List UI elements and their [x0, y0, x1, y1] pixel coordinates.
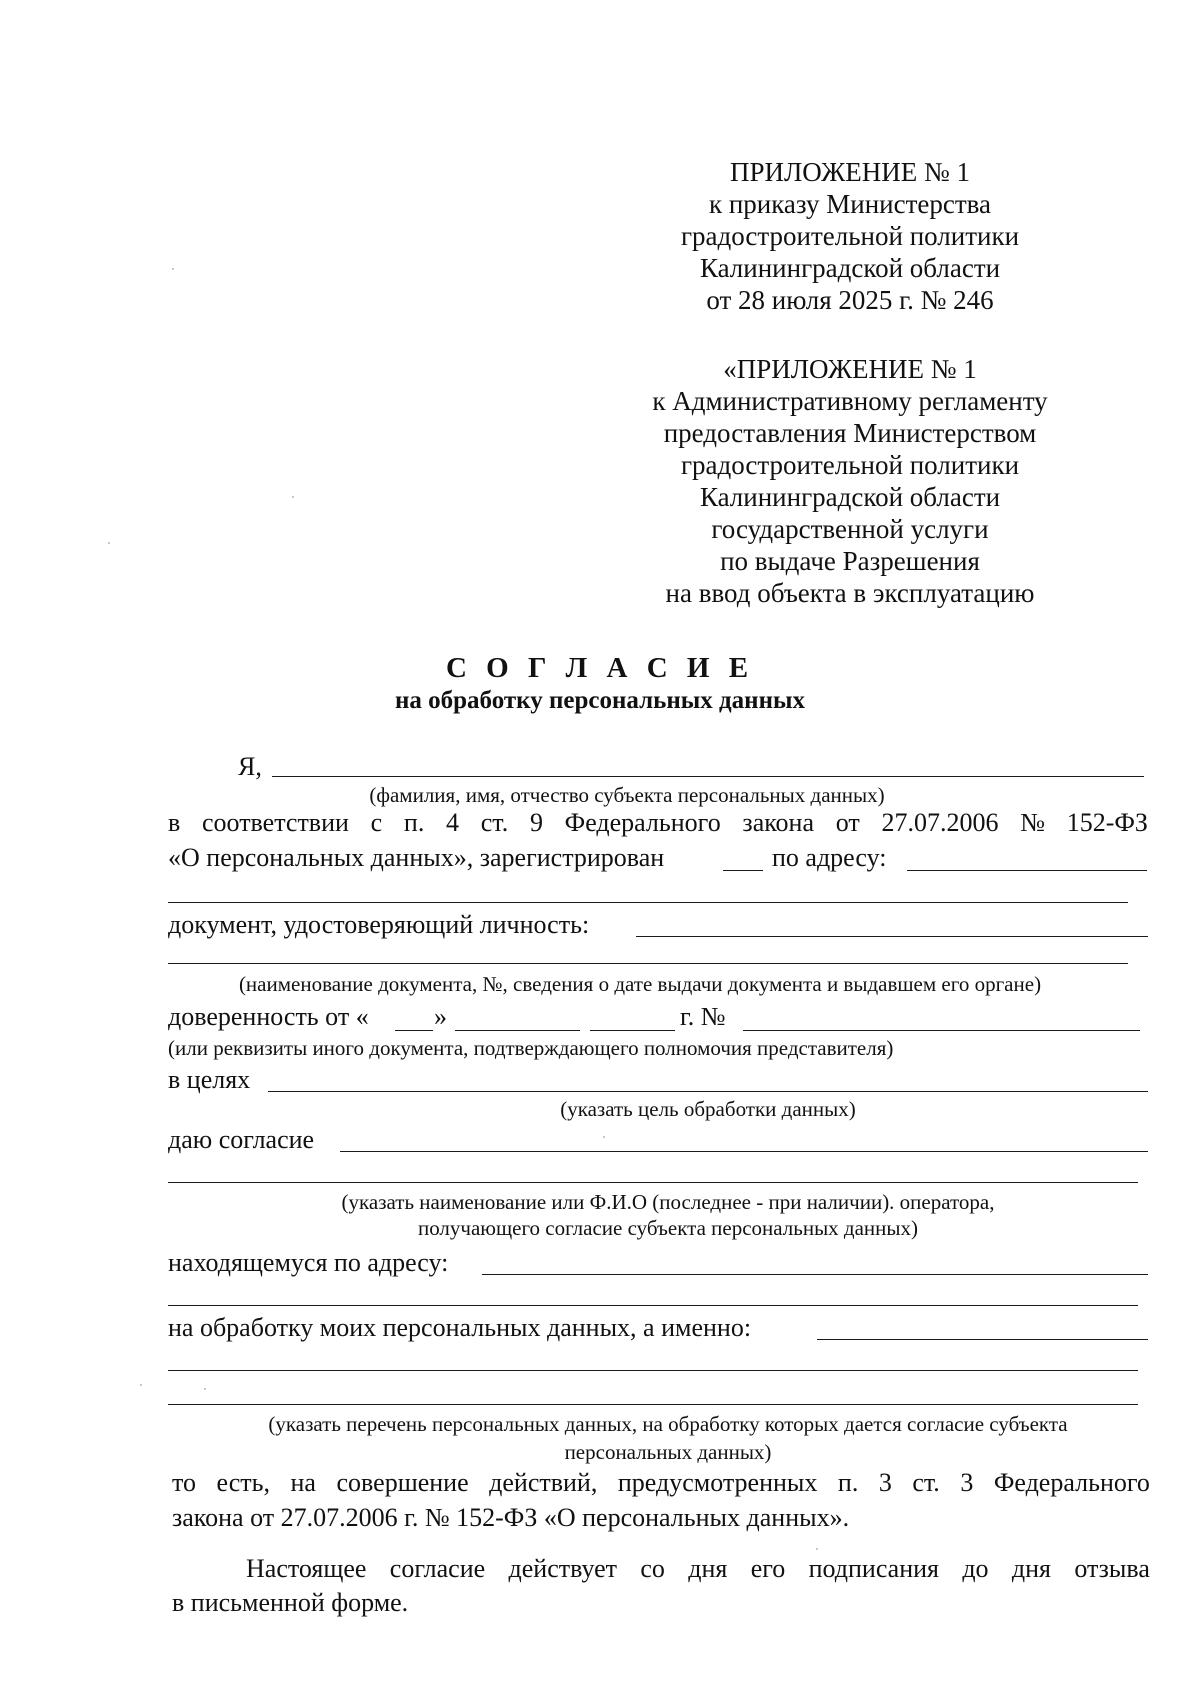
scan-speck [108, 542, 110, 544]
law-line-2b: по адресу: [772, 843, 887, 872]
fio-field-line[interactable] [272, 776, 1144, 777]
proxy-quote-close: » [434, 1002, 447, 1031]
processing-label: на обработку моих персональных данных, а именно: [168, 1313, 752, 1342]
header-line: «ПРИЛОЖЕНИЕ № 1 [723, 354, 977, 384]
address-label: находящемуся по адресу: [168, 1248, 449, 1277]
gender-suffix-line[interactable] [723, 870, 763, 871]
processing-field-line-2[interactable] [168, 1370, 1138, 1371]
law-line-1: в соответствии с п. 4 ст. 9 Федерального закона от 27.07.2006 № 152-ФЗ [168, 808, 1148, 837]
id-document-label: документ, удостоверяющий личность: [168, 910, 590, 939]
operator-note-1: (указать наименование или Ф.И.О (последнее - при наличии). оператора, [341, 1190, 995, 1214]
purpose-label: в целях [168, 1065, 251, 1094]
list-note-2: персональных данных) [564, 1440, 772, 1464]
scan-speck [292, 496, 294, 498]
processing-field-line[interactable] [817, 1339, 1148, 1340]
proxy-year-line[interactable] [590, 1030, 675, 1031]
scan-speck [204, 1388, 206, 1390]
proxy-month-line[interactable] [455, 1030, 580, 1031]
header-line: от 28 июля 2025 г. № 246 [706, 285, 994, 315]
proxy-year-label: г. № [680, 1002, 726, 1031]
scan-speck [603, 1136, 605, 1138]
id-document-field-line-2[interactable] [168, 963, 1128, 964]
actions-line-2: закона от 27.07.2006 г. № 152-ФЗ «О персональных данных». [172, 1503, 850, 1532]
address-field-line-2[interactable] [168, 902, 1128, 903]
header-line: Калининградской области [699, 482, 1001, 512]
header-line: градостроительной политики [680, 221, 1020, 251]
proxy-note: (или реквизиты иного документа, подтверждающего полномочия представителя) [168, 1036, 894, 1060]
header-line: к Административному регламенту [652, 386, 1048, 416]
consent-label: даю согласие [168, 1125, 315, 1154]
scan-speck [172, 268, 174, 270]
address-field-line[interactable] [907, 870, 1147, 871]
proxy-number-line[interactable] [743, 1030, 1140, 1031]
header-line: по выдаче Разрешения [720, 546, 980, 576]
processing-field-line-3[interactable] [168, 1404, 1138, 1405]
consent-field-line[interactable] [340, 1151, 1148, 1152]
header-line: предоставления Министерством [663, 418, 1037, 448]
scan-speck [816, 1548, 818, 1550]
id-document-note: (наименование документа, №, сведения о дате выдачи документа и выдавшем его органе) [238, 972, 1042, 996]
attachment-header-order [640, 156, 1060, 316]
validity-line-1: Настоящее согласие действует со дня его подписания до дня отзыва [246, 1554, 1150, 1583]
consent-field-line-2[interactable] [168, 1182, 1138, 1183]
operator-address-field-line-2[interactable] [168, 1305, 1138, 1306]
purpose-note: (указать цель обработки данных) [560, 1097, 856, 1121]
law-line-2a: «О персональных данных», зарегистрирован [168, 843, 665, 872]
operator-address-field-line[interactable] [482, 1274, 1148, 1275]
id-document-field-line[interactable] [636, 936, 1148, 937]
header-line: к приказу Министерства [708, 189, 992, 219]
header-line: ПРИЛОЖЕНИЕ № 1 [729, 157, 971, 187]
document-subtitle: на обработку персональных данных [395, 687, 805, 714]
ya-label: Я, [238, 752, 262, 781]
header-line: Калининградской области [699, 253, 1001, 283]
header-line: на ввод объекта в эксплуатацию [665, 578, 1035, 608]
proxy-day-line[interactable] [395, 1030, 433, 1031]
validity-line-2: в письменной форме. [172, 1588, 409, 1617]
proxy-label: доверенность от « [168, 1002, 369, 1031]
attachment-header-regulation [640, 353, 1060, 609]
actions-line-1: то есть, на совершение действий, предусмотренных п. 3 ст. 3 Федерального [172, 1468, 1150, 1497]
operator-note-2: получающего согласие субъекта персональных данных) [417, 1216, 919, 1240]
purpose-field-line[interactable] [268, 1091, 1148, 1092]
document-title: С О Г Л А С И Е [445, 652, 755, 684]
header-line: градостроительной политики [680, 450, 1020, 480]
list-note-1: (указать перечень персональных данных, на обработку которых дается согласие субъекта [268, 1412, 1068, 1436]
scan-speck [140, 1384, 142, 1386]
fio-note: (фамилия, имя, отчество субъекта персональных данных) [369, 783, 885, 807]
header-line: государственной услуги [711, 514, 989, 544]
